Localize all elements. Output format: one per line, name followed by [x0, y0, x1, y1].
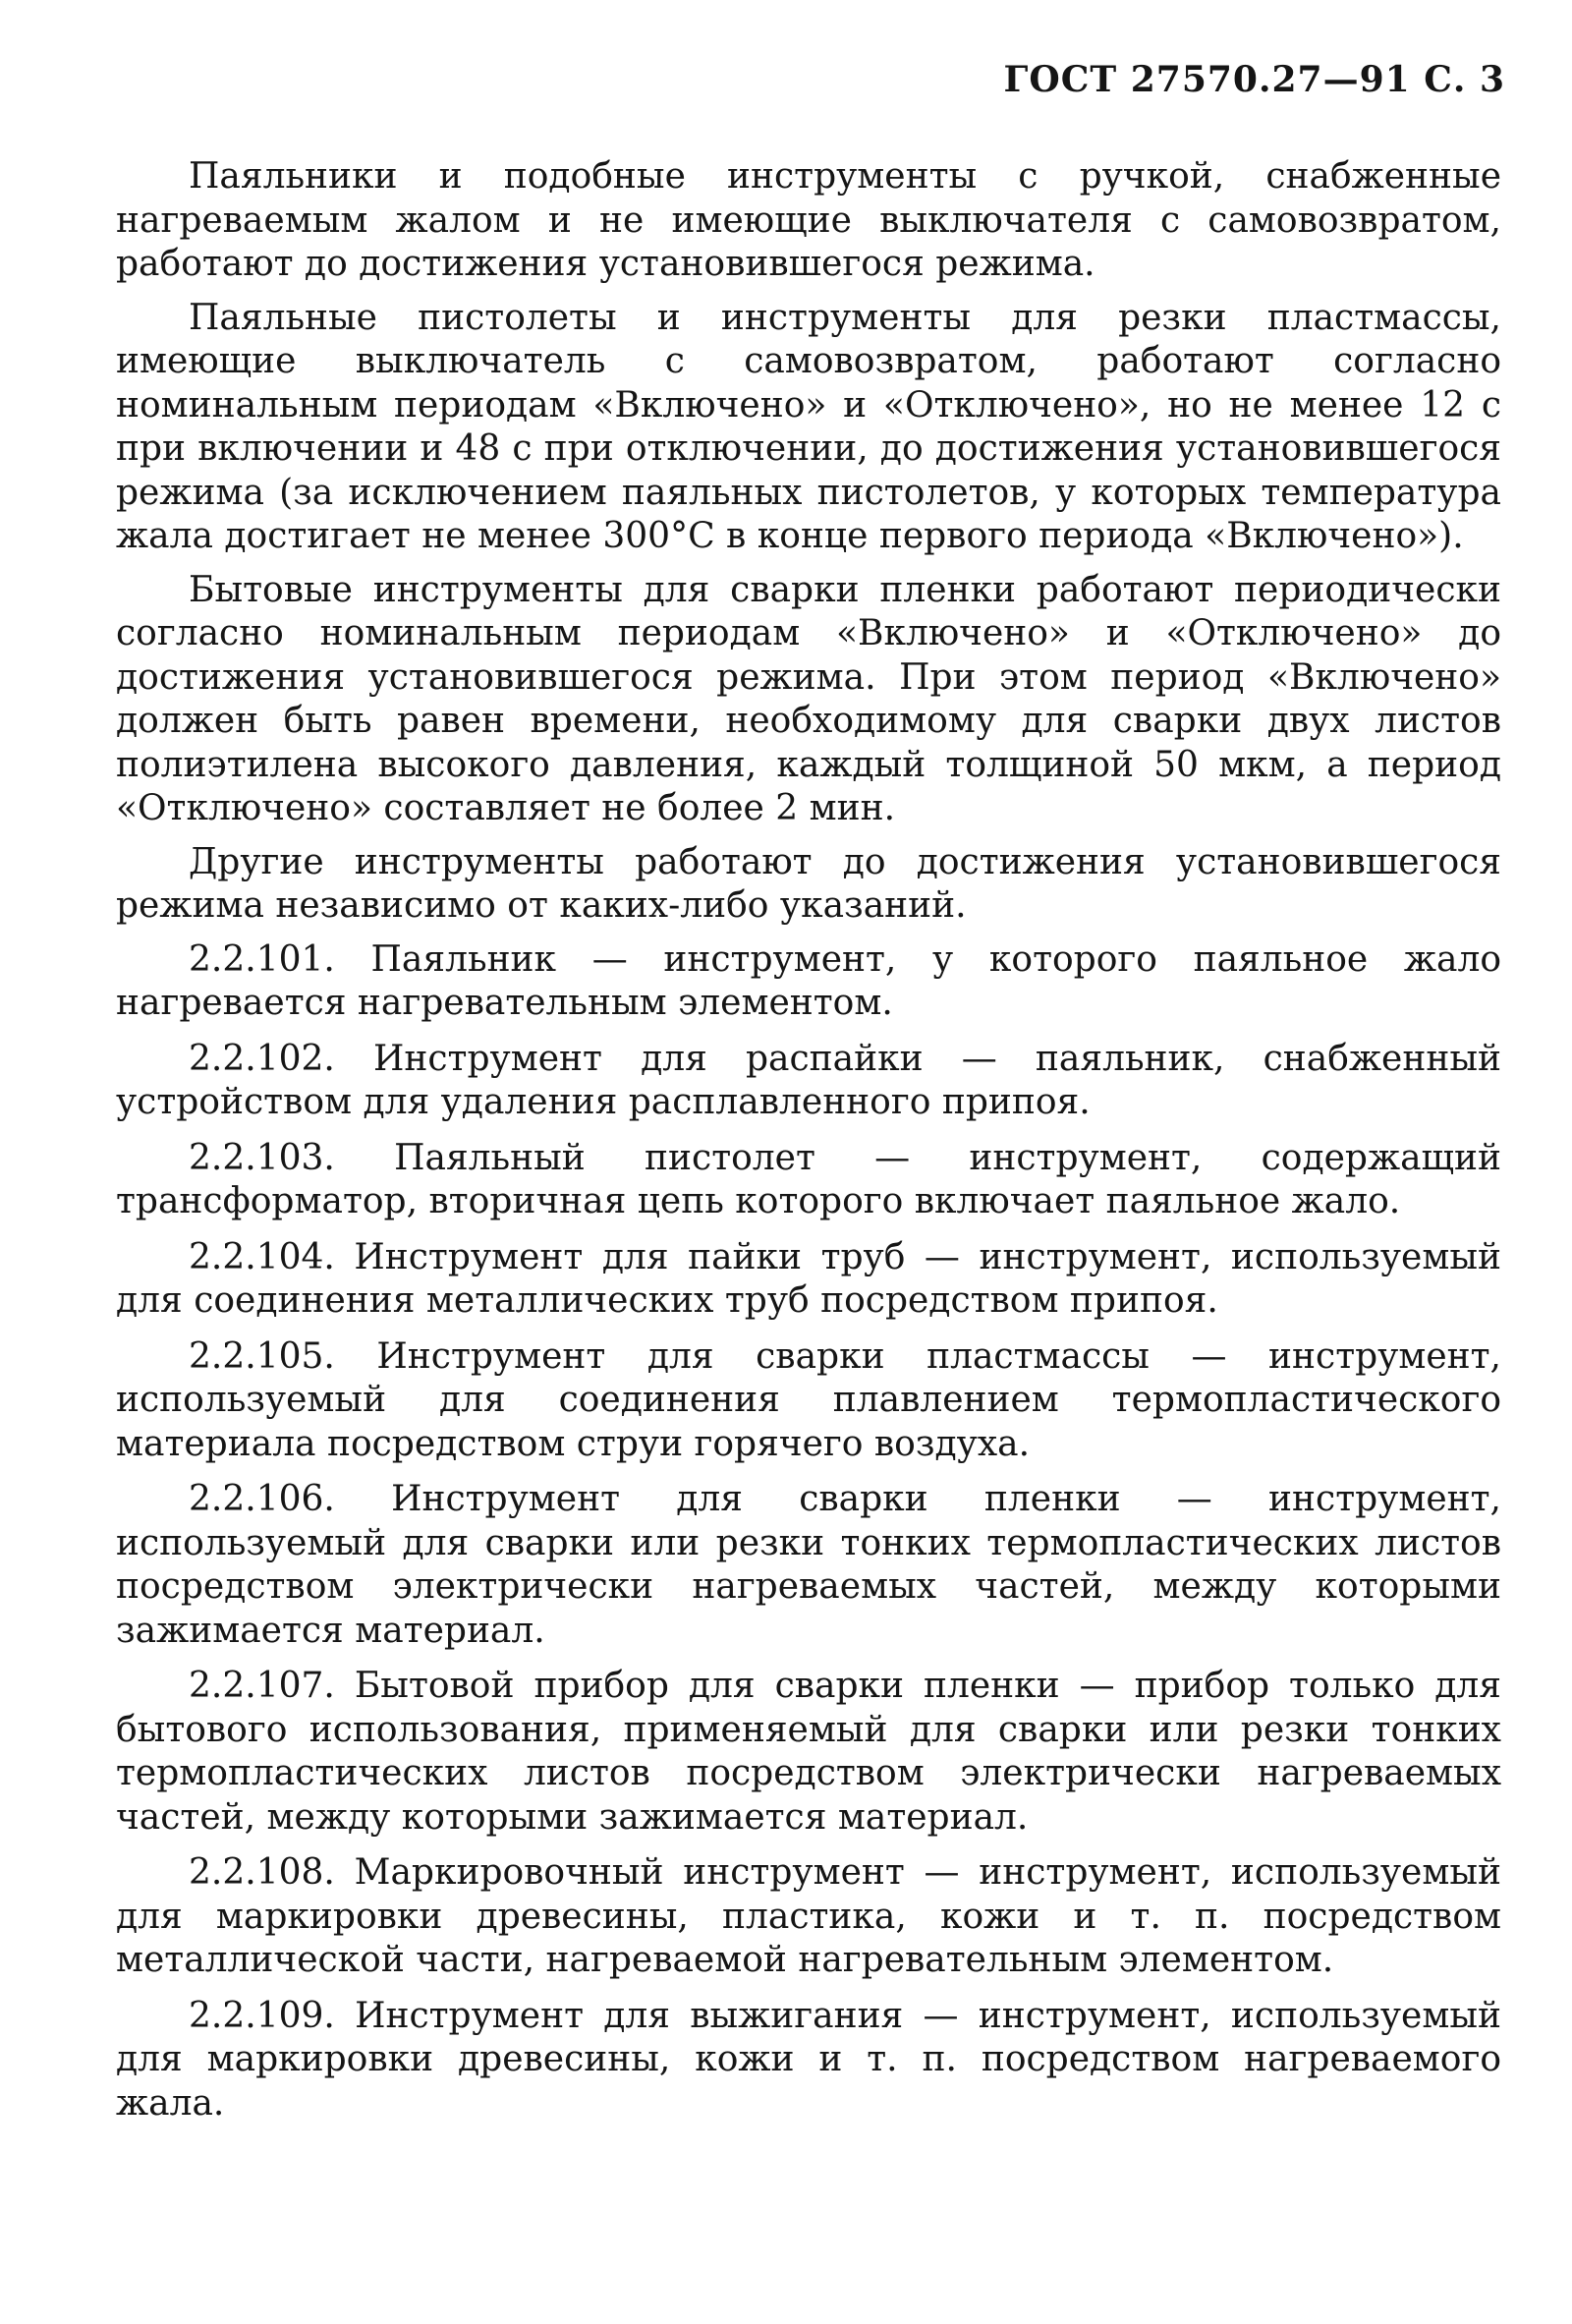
- definition-2-2-109: 2.2.109. Инструмент для выжигания — инструмент, используемый для маркировки древесины, кожи и т. п. посредством нагреваемого жала.: [116, 1995, 1501, 2124]
- paragraph: Паяльники и подобные инструменты с ручкой, снабженные нагреваемым жалом и не имеющие выключателя с самовозвратом, работают до достижения установившегося режима.: [116, 156, 1501, 284]
- definition-2-2-105: 2.2.105. Инструмент для сварки пластмассы — инструмент, используемый для соединения плавлением термопластического материала посредством струи горячего воздуха.: [116, 1335, 1501, 1464]
- page-header: ГОСТ 27570.27—91 С. 3: [1003, 59, 1505, 100]
- definition-2-2-104: 2.2.104. Инструмент для пайки труб — инструмент, используемый для соединения металлических труб посредством припоя.: [116, 1236, 1501, 1321]
- document-body: [116, 155, 1501, 2137]
- definition-2-2-106: 2.2.106. Инструмент для сварки пленки — инструмент, используемый для сварки или резки тонких термопластических листов посредством электрически нагреваемых частей, между которыми зажимается материал.: [116, 1479, 1501, 1651]
- definition-2-2-107: 2.2.107. Бытовой прибор для сварки пленки — прибор только для бытового использования, применяемый для сварки или резки тонких термопластических листов посредством электрически нагреваемых частей, между которыми зажимается материал.: [116, 1666, 1501, 1838]
- paragraph: Бытовые инструменты для сварки пленки работают периодически согласно номинальным периодам «Включено» и «Отключено» до достижения установившегося режима. При этом период «Включено» должен быть равен времени, необходимому для сварки двух листов полиэтилена высокого давления, каждый толщиной 50 мкм, а период «Отключено» составляет не более 2 мин.: [116, 569, 1501, 828]
- paragraph: Другие инструменты работают до достижения установившегося режима независимо от каких-либо указаний.: [116, 841, 1501, 926]
- definition-2-2-103: 2.2.103. Паяльный пистолет — инструмент, содержащий трансформатор, вторичная цепь которого включает паяльное жало.: [116, 1137, 1501, 1221]
- paragraph: Паяльные пистолеты и инструменты для резки пластмассы, имеющие выключатель с самовозвратом, работают согласно номинальным периодам «Включено» и «Отключено», но не менее 12 с при включении и 48 с при отключении, до достижения установившегося режима (за исключением паяльных пистолетов, у которых температура жала достигает не менее 300°С в конце первого периода «Включено»).: [116, 297, 1501, 556]
- definition-2-2-101: 2.2.101. Паяльник — инструмент, у которого паяльное жало нагревается нагревательным элементом.: [116, 938, 1501, 1023]
- definition-2-2-108: 2.2.108. Маркировочный инструмент — инструмент, используемый для маркировки древесины, пластика, кожи и т. п. посредством металлической части, нагреваемой нагревательным элементом.: [116, 1852, 1501, 1980]
- definition-2-2-102: 2.2.102. Инструмент для распайки — паяльник, снабженный устройством для удаления расплавленного припоя.: [116, 1038, 1501, 1122]
